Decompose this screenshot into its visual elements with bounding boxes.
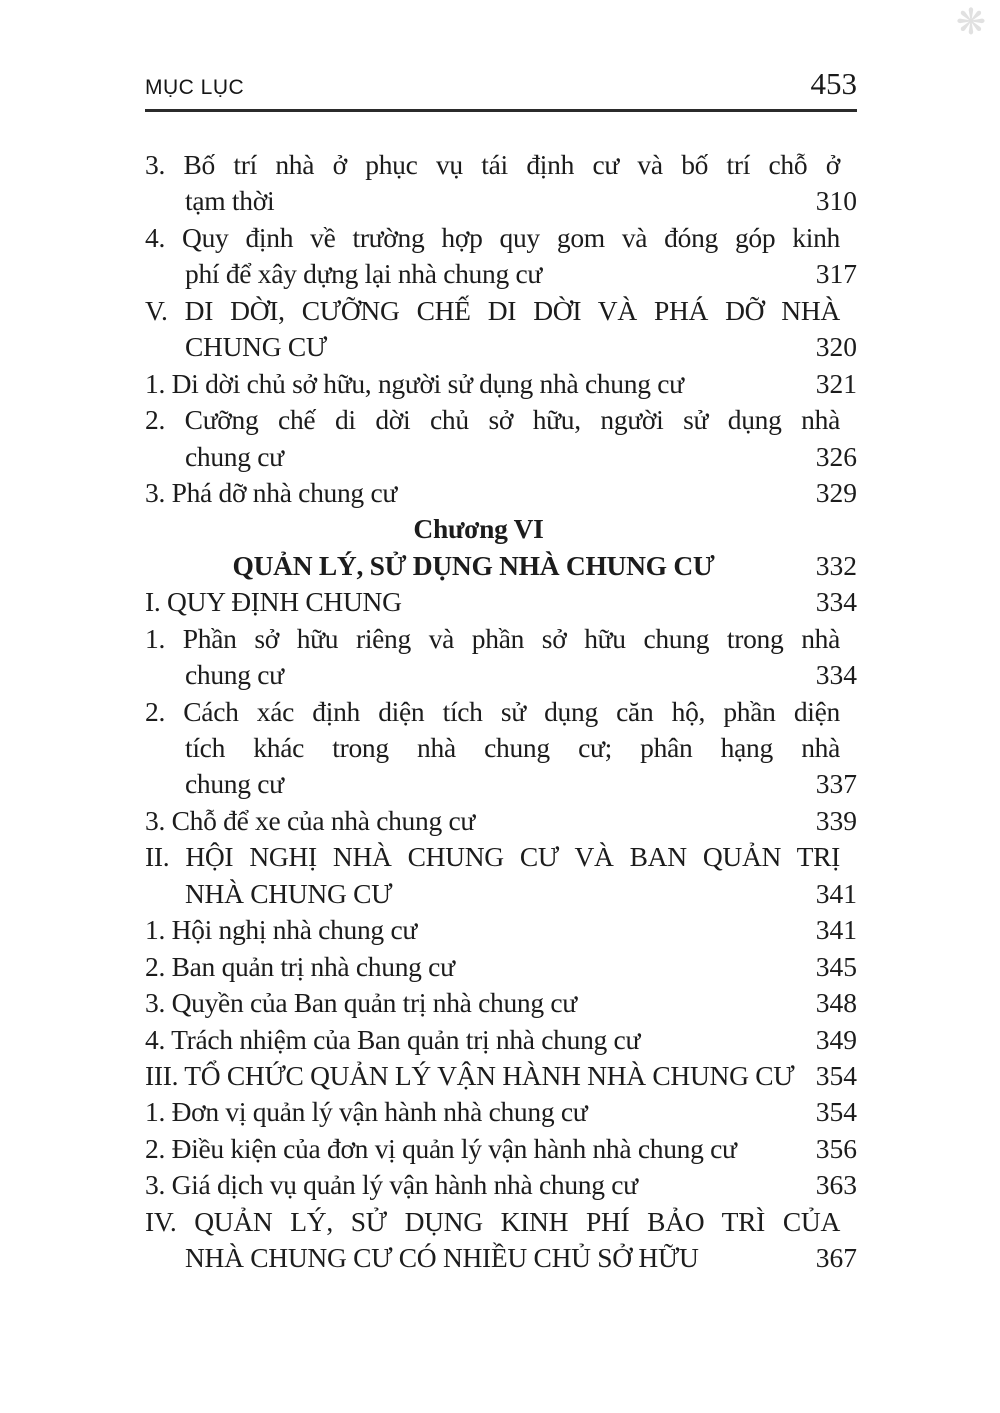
toc-page-number: 339 — [815, 804, 857, 836]
toc-page-number: 337 — [815, 768, 857, 800]
page-title: MỤC LỤC — [145, 76, 245, 99]
toc-entry-text: 2. Cưỡng chế di dời chủ sở hữu, người sử dụng nhà — [145, 404, 840, 436]
toc-page-number: 354 — [815, 1096, 857, 1128]
toc-entry-text: 2. Cách xác định diện tích sử dụng căn hộ, phần diện — [145, 695, 840, 727]
toc-line — [145, 912, 857, 948]
toc-entry-text: tích khác trong nhà chung cư; phân hạng nhà — [185, 732, 840, 763]
toc-line — [145, 985, 857, 1021]
toc-line — [145, 1094, 857, 1130]
toc-line — [145, 366, 857, 402]
toc-entry-text: 4. Trách nhiệm của Ban quản trị nhà chung cư — [145, 1023, 641, 1055]
toc-line — [145, 584, 857, 620]
toc-line — [145, 511, 857, 547]
toc-page-number: 332 — [815, 549, 857, 581]
toc-page-number: 334 — [815, 586, 857, 618]
toc-line — [145, 949, 857, 985]
toc-line — [145, 548, 857, 584]
toc-line — [145, 293, 857, 329]
toc-line — [145, 183, 857, 219]
toc-entry-text: 1. Di dời chủ sở hữu, người sử dụng nhà chung cư — [145, 367, 684, 399]
toc-page-number: 317 — [815, 258, 857, 290]
page-header — [145, 66, 857, 112]
toc-entry-text: V. DI DỜI, CƯỠNG CHẾ DI DỜI VÀ PHÁ DỠ NHÀ — [145, 294, 840, 326]
toc-entry-text: NHÀ CHUNG CƯ — [185, 877, 393, 909]
toc-list — [145, 147, 857, 1277]
toc-entry-text: II. HỘI NGHỊ NHÀ CHUNG CƯ VÀ BAN QUẢN TRỊ — [145, 841, 840, 873]
toc-line — [145, 766, 857, 802]
toc-line — [145, 1022, 857, 1058]
toc-line — [145, 439, 857, 475]
toc-page-number: 310 — [815, 185, 857, 217]
toc-entry-text: 1. Đơn vị quản lý vận hành nhà chung cư — [145, 1096, 588, 1128]
toc-page-number: 341 — [815, 914, 857, 946]
toc-page-number: 334 — [815, 659, 857, 691]
toc-entry-text: 2. Điều kiện của đơn vị quản lý vận hành nhà chung cư — [145, 1132, 737, 1164]
toc-line — [145, 1167, 857, 1203]
toc-line — [145, 621, 857, 657]
toc-line — [145, 803, 857, 839]
toc-entry-text: IV. QUẢN LÝ, SỬ DỤNG KINH PHÍ BẢO TRÌ CỦA — [145, 1205, 840, 1237]
toc-line — [145, 876, 857, 912]
toc-entry-text: CHUNG CƯ — [185, 331, 327, 363]
toc-page-number: 349 — [815, 1023, 857, 1055]
toc-line — [145, 839, 857, 875]
toc-entry-text: NHÀ CHUNG CƯ CÓ NHIỀU CHỦ SỞ HỮU — [185, 1242, 699, 1274]
toc-entry-text: III. TỔ CHỨC QUẢN LÝ VẬN HÀNH NHÀ CHUNG CƯ — [145, 1059, 795, 1091]
toc-line — [145, 475, 857, 511]
toc-entry-text: 3. Giá dịch vụ quản lý vận hành nhà chung cư — [145, 1169, 638, 1201]
toc-line — [145, 1240, 857, 1276]
toc-page-number: 354 — [815, 1059, 857, 1091]
toc-line — [145, 657, 857, 693]
toc-entry-text: 1. Phần sở hữu riêng và phần sở hữu chung trong nhà — [145, 622, 840, 654]
toc-line — [145, 1058, 857, 1094]
flower-watermark-icon: ❋ — [955, 2, 986, 43]
toc-entry-text: chung cư — [185, 440, 284, 472]
toc-entry-text: chung cư — [185, 659, 284, 691]
toc-entry-text: 3. Bố trí nhà ở phục vụ tái định cư và bố trí chỗ ở — [145, 149, 840, 180]
toc-page-number: 345 — [815, 950, 857, 982]
toc-line — [145, 220, 857, 256]
toc-page-number: 326 — [815, 440, 857, 472]
toc-entry-text: QUẢN LÝ, SỬ DỤNG NHÀ CHUNG CƯ — [232, 549, 715, 581]
toc-line — [145, 1131, 857, 1167]
toc-page-number: 348 — [815, 987, 857, 1019]
toc-entry-text: phí để xây dựng lại nhà chung cư — [185, 258, 542, 290]
toc-entry-text: chung cư — [185, 768, 284, 800]
toc-line — [145, 147, 857, 183]
toc-entry-text: I. QUY ĐỊNH CHUNG — [145, 586, 402, 618]
toc-line — [145, 1204, 857, 1240]
toc-page-number: 321 — [815, 367, 857, 399]
toc-entry-text: tạm thời — [185, 185, 275, 217]
toc-page-number: 320 — [815, 331, 857, 363]
toc-entry-text: 3. Quyền của Ban quản trị nhà chung cư — [145, 987, 577, 1019]
toc-line — [145, 402, 857, 438]
toc-page-number: 363 — [815, 1169, 857, 1201]
toc-line — [145, 730, 857, 766]
toc-entry-text: 2. Ban quản trị nhà chung cư — [145, 950, 455, 982]
toc-entry-text: 1. Hội nghị nhà chung cư — [145, 914, 417, 946]
toc-entry-text: 4. Quy định về trường hợp quy gom và đóng góp kinh — [145, 221, 840, 253]
toc-page-number: 329 — [815, 476, 857, 508]
toc-line — [145, 694, 857, 730]
toc-page-number: 367 — [815, 1242, 857, 1274]
toc-entry-text: Chương VI — [413, 513, 544, 545]
page-number: 453 — [810, 66, 857, 101]
toc-page-number: 356 — [815, 1132, 857, 1164]
toc-line — [145, 256, 857, 292]
toc-line — [145, 329, 857, 365]
toc-entry-text: 3. Phá dỡ nhà chung cư — [145, 476, 397, 508]
toc-entry-text: 3. Chỗ để xe của nhà chung cư — [145, 804, 475, 836]
toc-page-number: 341 — [815, 877, 857, 909]
